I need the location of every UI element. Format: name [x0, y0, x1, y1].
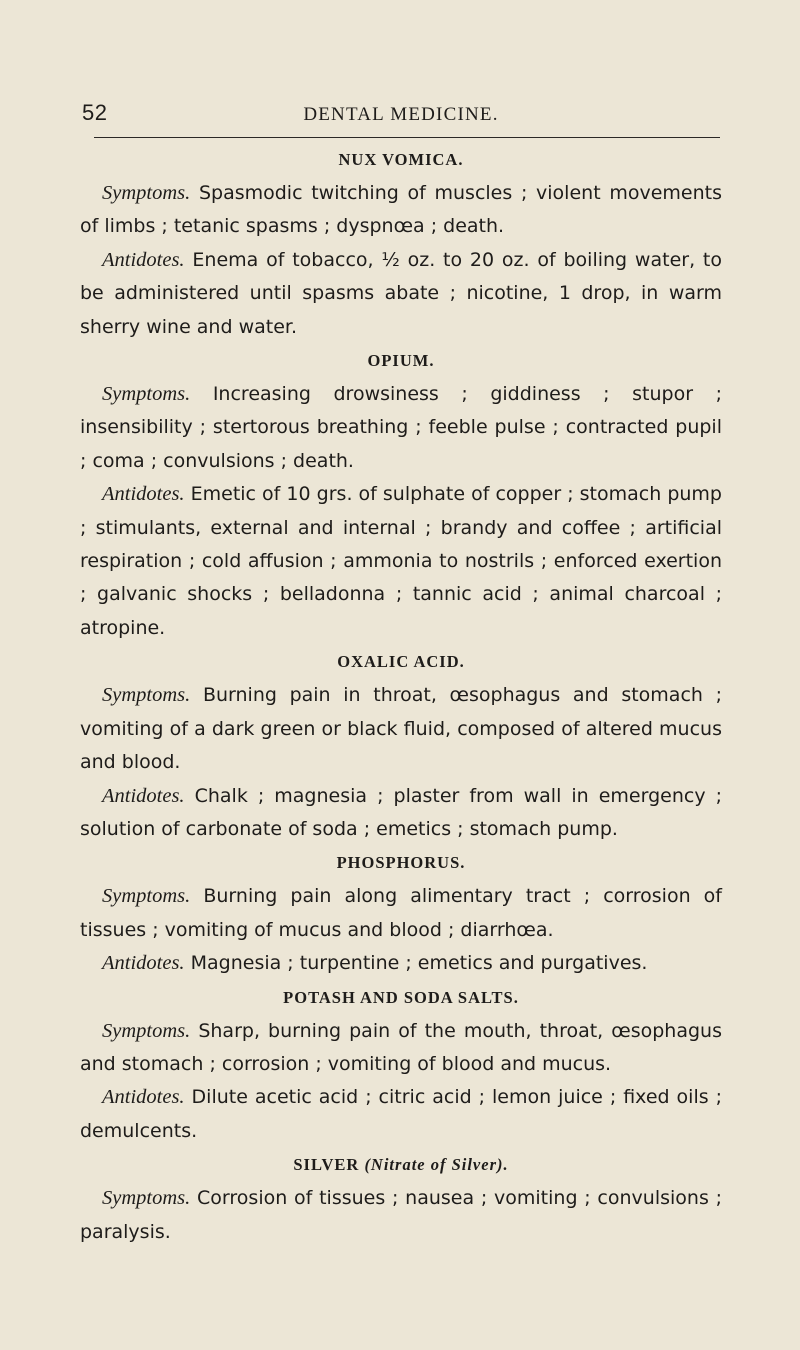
antidotes-text: Dilute acetic acid ; citric acid ; lemon juice ; fixed oils ; demulcents.	[80, 1086, 722, 1142]
symptoms-text: Spasmodic twitching of muscles ; violent movements of limbs ; tetanic spasms ; dyspnœa ; death.	[80, 182, 722, 238]
section-oxalic-acid	[80, 645, 722, 846]
section-heading: OXALIC ACID.	[337, 652, 465, 672]
antidotes-text: Chalk ; magnesia ; plaster from wall in emergency ; solution of carbonate of soda ; emetics ; stomach pump.	[80, 784, 722, 840]
symptoms-paragraph	[80, 1182, 722, 1249]
running-head	[80, 100, 722, 130]
symptoms-paragraph	[80, 679, 722, 779]
symptoms-paragraph	[80, 177, 722, 244]
symptoms-paragraph	[80, 1015, 722, 1082]
symptoms-text: Burning pain along alimentary tract ; corrosion of tissues ; vomiting of mucus and blood ; diarrhœa.	[80, 885, 722, 941]
antidotes-label: Antidotes.	[102, 952, 185, 975]
symptoms-text: Sharp, burning pain of the mouth, throat, œsophagus and stomach ; corrosion ; vomiting of blood and mucus.	[80, 1019, 722, 1075]
antidotes-paragraph	[80, 780, 722, 847]
header-rule	[94, 137, 720, 138]
section-heading-subtitle: (Nitrate of Silver).	[364, 1155, 509, 1175]
section-heading: POTASH AND SODA SALTS.	[283, 987, 519, 1007]
symptoms-label: Symptoms.	[102, 885, 191, 908]
section-heading: NUX VOMICA.	[338, 150, 464, 169]
book-page	[80, 0, 722, 1350]
antidotes-paragraph	[80, 478, 722, 645]
antidotes-text: Magnesia ; turpentine ; emetics and purgatives.	[190, 952, 648, 975]
section-phosphorus	[80, 846, 722, 980]
antidotes-text: Emetic of 10 grs. of sulphate of copper ; stomach pump ; stimulants, external and internal ; brandy and coffee ; artificial respiration ; cold affusion ; ammonia to nostrils ; enforced exertion ; galvanic shocks ; belladonna ; tannic acid ; animal charcoal ; atropine.	[80, 483, 722, 639]
symptoms-label: Symptoms.	[102, 1187, 191, 1210]
section-silver	[80, 1148, 722, 1249]
section-nux-vomica	[80, 143, 722, 344]
antidotes-label: Antidotes.	[102, 1086, 185, 1109]
symptoms-text: Corrosion of tissues ; nausea ; vomiting ; convulsions ; paralysis.	[80, 1187, 723, 1243]
antidotes-paragraph	[80, 1081, 722, 1148]
section-heading: OPIUM.	[367, 351, 435, 371]
symptoms-label: Symptoms.	[102, 684, 191, 707]
symptoms-paragraph	[80, 378, 722, 478]
symptoms-label: Symptoms.	[102, 383, 191, 406]
page-number: 52	[82, 100, 108, 125]
section-heading: SILVER (Nitrate of Silver).	[293, 1155, 509, 1175]
antidotes-paragraph	[80, 244, 722, 344]
section-heading: PHOSPHORUS.	[336, 853, 466, 873]
antidotes-label: Antidotes.	[102, 784, 185, 807]
symptoms-paragraph	[80, 880, 722, 947]
symptoms-label: Symptoms.	[102, 182, 191, 204]
antidotes-paragraph	[80, 947, 722, 980]
symptoms-text: Burning pain in throat, œsophagus and stomach ; vomiting of a dark green or black fluid, composed of altered mucus and blood.	[80, 684, 722, 774]
section-potash-and-soda-salts	[80, 981, 722, 1149]
antidotes-label: Antidotes.	[102, 248, 185, 271]
running-title: DENTAL MEDICINE.	[303, 104, 499, 125]
section-opium	[80, 344, 722, 645]
symptoms-text: Increasing drowsiness ; giddiness ; stupor ; insensibility ; stertorous breathing ; feeble pulse ; contracted pupil ; coma ; convulsions ; death.	[80, 383, 722, 472]
antidotes-label: Antidotes.	[102, 483, 185, 506]
antidotes-text: Enema of tobacco, ½ oz. to 20 oz. of boiling water, to be administered until spasms abate ; nicotine, 1 drop, in warm sherry wine and water.	[80, 248, 722, 338]
symptoms-label: Symptoms.	[102, 1019, 191, 1042]
page-body	[80, 143, 722, 1249]
